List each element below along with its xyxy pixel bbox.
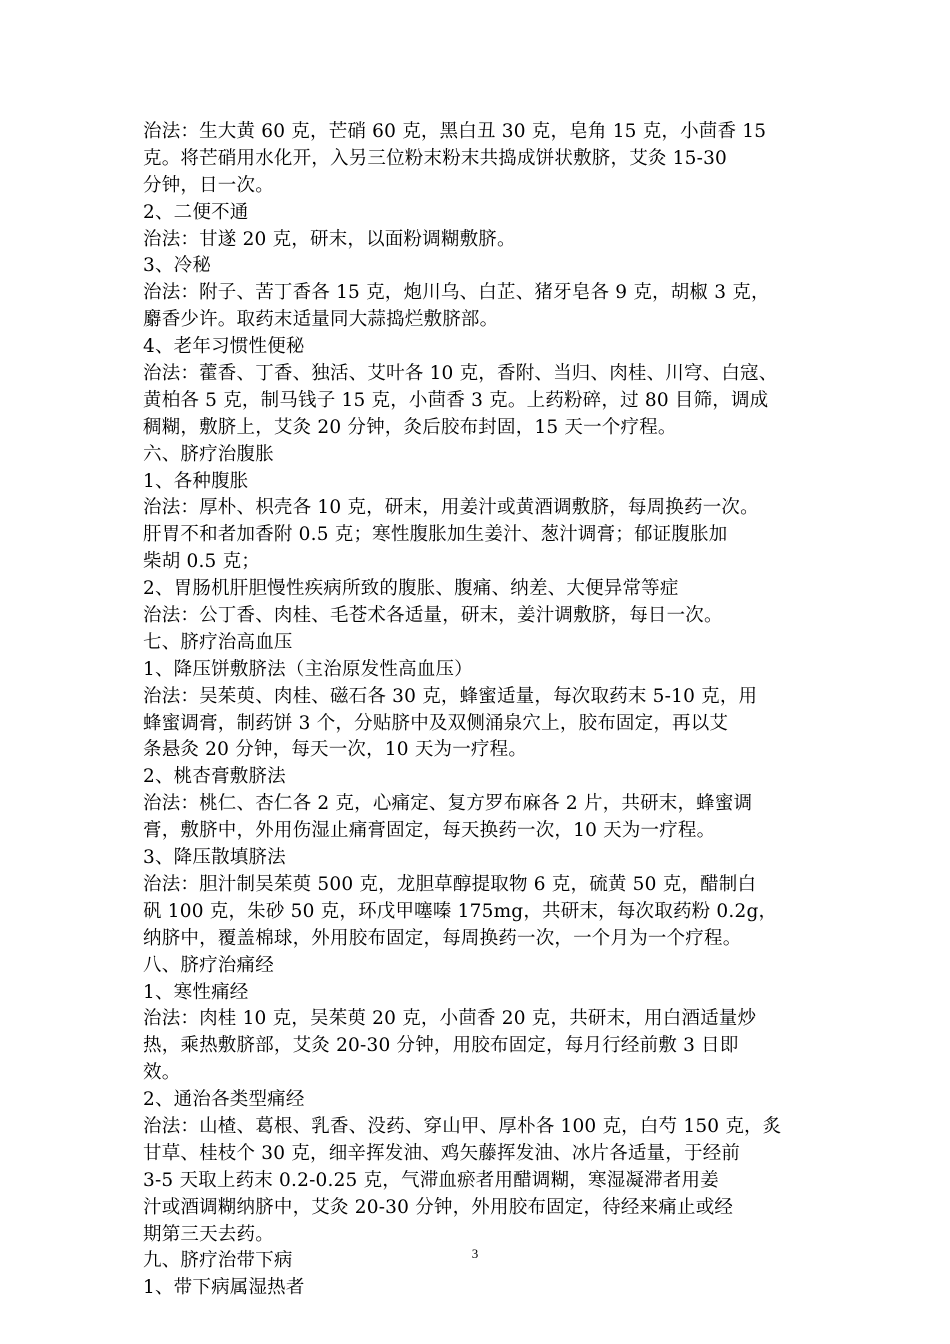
text-line: 七、脐疗治高血压: [143, 631, 293, 653]
text-line: 治法：山楂、葛根、乳香、没药、穿山甲、厚朴各 100 克，白芍 150 克，炙: [143, 1115, 782, 1137]
text-line: 汁或酒调糊纳脐中，艾灸 20-30 分钟，外用胶布固定，待经来痛止或经: [143, 1196, 734, 1218]
text-line: 1、各种腹胀: [143, 470, 249, 492]
text-line: 肝胃不和者加香附 0.5 克；寒性腹胀加生姜汁、葱汁调膏；郁证腹胀加: [143, 524, 728, 546]
text-line: 治法：公丁香、肉桂、毛苍术各适量，研末，姜汁调敷脐，每日一次。: [143, 605, 723, 627]
text-line: 分钟，日一次。: [143, 174, 274, 196]
text-line: 九、脐疗治带下病: [143, 1250, 293, 1272]
text-line: 麝香少许。取药末适量同大蒜捣烂敷脐部。: [143, 309, 499, 331]
text-line: 治法：吴茱萸、肉桂、磁石各 30 克，蜂蜜适量，每次取药末 5-10 克，用: [143, 685, 758, 707]
text-line: 矾 100 克，朱砂 50 克，环戊甲噻嗪 175mg，共研末，每次取药粉 0.2g，: [143, 900, 778, 922]
page-number: 3: [471, 1246, 479, 1261]
text-line: 2、桃杏膏敷脐法: [143, 766, 286, 788]
text-line: 1、带下病属湿热者: [143, 1277, 305, 1299]
text-line: 治法：附子、苦丁香各 15 克，炮川乌、白芷、猪牙皂各 9 克，胡椒 3 克，: [143, 282, 770, 304]
text-line: 六、脐疗治腹胀: [143, 443, 274, 465]
text-line: 2、胃肠机肝胆慢性疾病所致的腹胀、腹痛、纳差、大便异常等症: [143, 578, 679, 600]
text-line: 1、寒性痛经: [143, 981, 249, 1003]
text-line: 治法：厚朴、枳壳各 10 克，研末，用姜汁或黄酒调敷脐，每周换药一次。: [143, 497, 759, 519]
text-line: 3-5 天取上药末 0.2-0.25 克，气滞血瘀者用醋调糊，寒湿凝滞者用姜: [143, 1169, 719, 1191]
text-line: 甘草、桂枝个 30 克，细辛挥发油、鸡矢藤挥发油、冰片各适量，于经前: [143, 1142, 741, 1164]
text-line: 3、降压散填脐法: [143, 847, 286, 869]
text-line: 黄柏各 5 克，制马钱子 15 克，小茴香 3 克。上药粉碎，过 80 目筛，调成: [143, 389, 769, 411]
text-line: 2、通治各类型痛经: [143, 1089, 305, 1111]
text-line: 条悬灸 20 分钟，每天一次，10 天为一疗程。: [143, 739, 528, 761]
text-line: 3、冷秘: [143, 255, 212, 277]
text-line: 克。将芒硝用水化开，入另三位粉末粉末共捣成饼状敷脐，艾灸 15-30: [143, 147, 728, 169]
text-line: 热，乘热敷脐部，艾灸 20-30 分钟，用胶布固定，每月行经前敷 3 日即: [143, 1035, 739, 1057]
text-line: 治法：生大黄 60 克，芒硝 60 克，黑白丑 30 克，皂角 15 克，小茴香 15: [143, 121, 767, 142]
text-line: 治法：肉桂 10 克，吴茱萸 20 克，小茴香 20 克，共研末，用白酒适量炒: [143, 1008, 757, 1030]
text-line: 4、老年习惯性便秘: [143, 336, 305, 358]
text-line: 期第三天去药。: [143, 1223, 274, 1245]
text-line: 1、降压饼敷脐法（主治原发性高血压）: [143, 658, 473, 680]
text-line: 纳脐中，覆盖棉球，外用胶布固定，每周换药一次，一个月为一个疗程。: [143, 927, 742, 949]
text-line: 治法：胆汁制吴茱萸 500 克，龙胆草醇提取物 6 克，硫黄 50 克，醋制白: [143, 873, 757, 895]
text-line: 治法：桃仁、杏仁各 2 克，心痛定、复方罗布麻各 2 片，共研末，蜂蜜调: [143, 793, 753, 815]
text-line: 治法：藿香、丁香、独活、艾叶各 10 克，香附、当归、肉桂、川穹、白寇、: [143, 363, 778, 385]
text-line: 柴胡 0.5 克；: [143, 551, 260, 573]
text-line: 蜂蜜调膏，制药饼 3 个，分贴脐中及双侧涌泉穴上，胶布固定，再以艾: [143, 712, 729, 734]
text-line: 效。: [143, 1062, 181, 1084]
text-line: 治法：甘遂 20 克，研末，以面粉调糊敷脐。: [143, 228, 516, 250]
document-body: [143, 119, 823, 1302]
text-line: 稠糊，敷脐上，艾灸 20 分钟，灸后胶布封固，15 天一个疗程。: [143, 416, 677, 438]
text-line: 八、脐疗治痛经: [143, 954, 274, 976]
text-line: 2、二便不通: [143, 201, 249, 223]
text-line: 膏，敷脐中，外用伤湿止痛膏固定，每天换药一次，10 天为一疗程。: [143, 820, 716, 842]
